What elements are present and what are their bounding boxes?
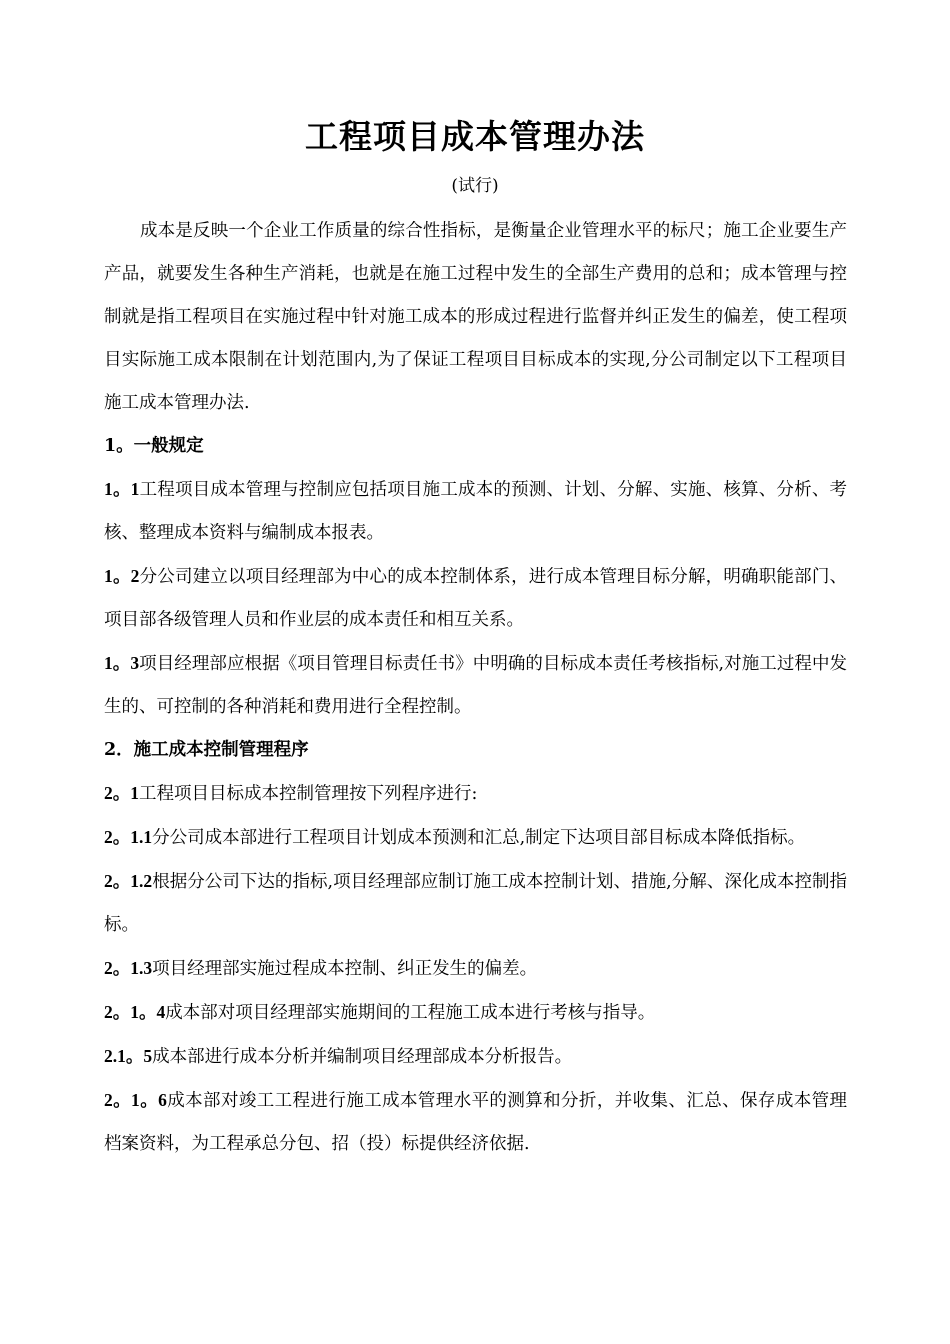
clause-2-1-4: [104, 991, 847, 1035]
clause-text: 成本部进行成本分析并编制项目经理部成本分析报告。: [152, 1047, 573, 1067]
clause-number: 2.1。5: [104, 1046, 153, 1066]
clause-text: 项目经理部应根据《项目管理目标责任书》中明确的目标成本责任考核指标,对施工过程中发生的、可控制的各种消耗和费用进行全程控制。: [104, 654, 848, 717]
section-1-heading: 1。一般规定: [104, 436, 204, 456]
clause-number: 1。2: [104, 566, 140, 586]
document-subtitle: (试行): [451, 176, 499, 196]
clause-2-1-3: [104, 947, 847, 991]
clause-text: 项目经理部实施过程成本控制、纠正发生的偏差。: [152, 959, 538, 979]
clause-number: 2。1.2: [104, 871, 153, 891]
document-body: [104, 210, 847, 1166]
clause-text: 分公司建立以项目经理部为中心的成本控制体系，进行成本管理目标分解，明确职能部门、项目部各级管理人员和作业层的成本责任和相互关系。: [104, 567, 848, 630]
clause-text: 成本部对项目经理部实施期间的工程施工成本进行考核与指导。: [165, 1003, 656, 1023]
clause-2-1-1: [104, 816, 847, 860]
clause-number: 2。1。6: [104, 1090, 167, 1110]
clause-1-2: [104, 555, 847, 642]
clause-number: 2。1.3: [104, 958, 153, 978]
clause-2-1: [104, 772, 847, 816]
clause-text: 成本部对竣工工程进行施工成本管理水平的测算和分折，并收集、汇总、保存成本管理档案资料，为工程承总分包、招（投）标提供经济依据.: [104, 1091, 848, 1154]
intro-paragraph: 成本是反映一个企业工作质量的综合性指标，是衡量企业管理水平的标尺；施工企业要生产产品，就要发生各种生产消耗，也就是在施工过程中发生的全部生产费用的总和；成本管理与控制就是指工程项目在实施过程中针对施工成本的形成过程进行监督并纠正发生的偏差，使工程项目实际施工成本限制在计划范围内,为了保证工程项目目标成本的实现,分公司制定以下工程项目施工成本管理办法.: [104, 221, 847, 413]
clause-text: 工程项目目标成本控制管理按下列程序进行:: [139, 784, 478, 804]
clause-number: 2。1: [104, 783, 139, 803]
clause-number: 2。1.1: [104, 827, 153, 847]
clause-1-1: [104, 468, 847, 555]
clause-number: 1。3: [104, 653, 140, 673]
clause-2-1-6: [104, 1079, 847, 1166]
clause-number: 1。1: [104, 479, 140, 499]
document-title: 工程项目成本管理办法: [305, 117, 645, 156]
clause-1-3: [104, 642, 847, 729]
clause-text: 分公司成本部进行工程项目计划成本预测和汇总,制定下达项目部目标成本降低指标。: [152, 828, 806, 848]
clause-2-1-5: [104, 1035, 847, 1079]
clause-text: 根据分公司下达的指标,项目经理部应制订施工成本控制计划、措施,分解、深化成本控制指标。: [104, 872, 848, 935]
clause-number: 2。1。4: [104, 1002, 166, 1022]
clause-text: 工程项目成本管理与控制应包括项目施工成本的预测、计划、分解、实施、核算、分析、考核、整理成本资料与编制成本报表。: [104, 480, 848, 543]
clause-2-1-2: [104, 860, 847, 947]
section-2-heading: 2．施工成本控制管理程序: [104, 740, 309, 760]
